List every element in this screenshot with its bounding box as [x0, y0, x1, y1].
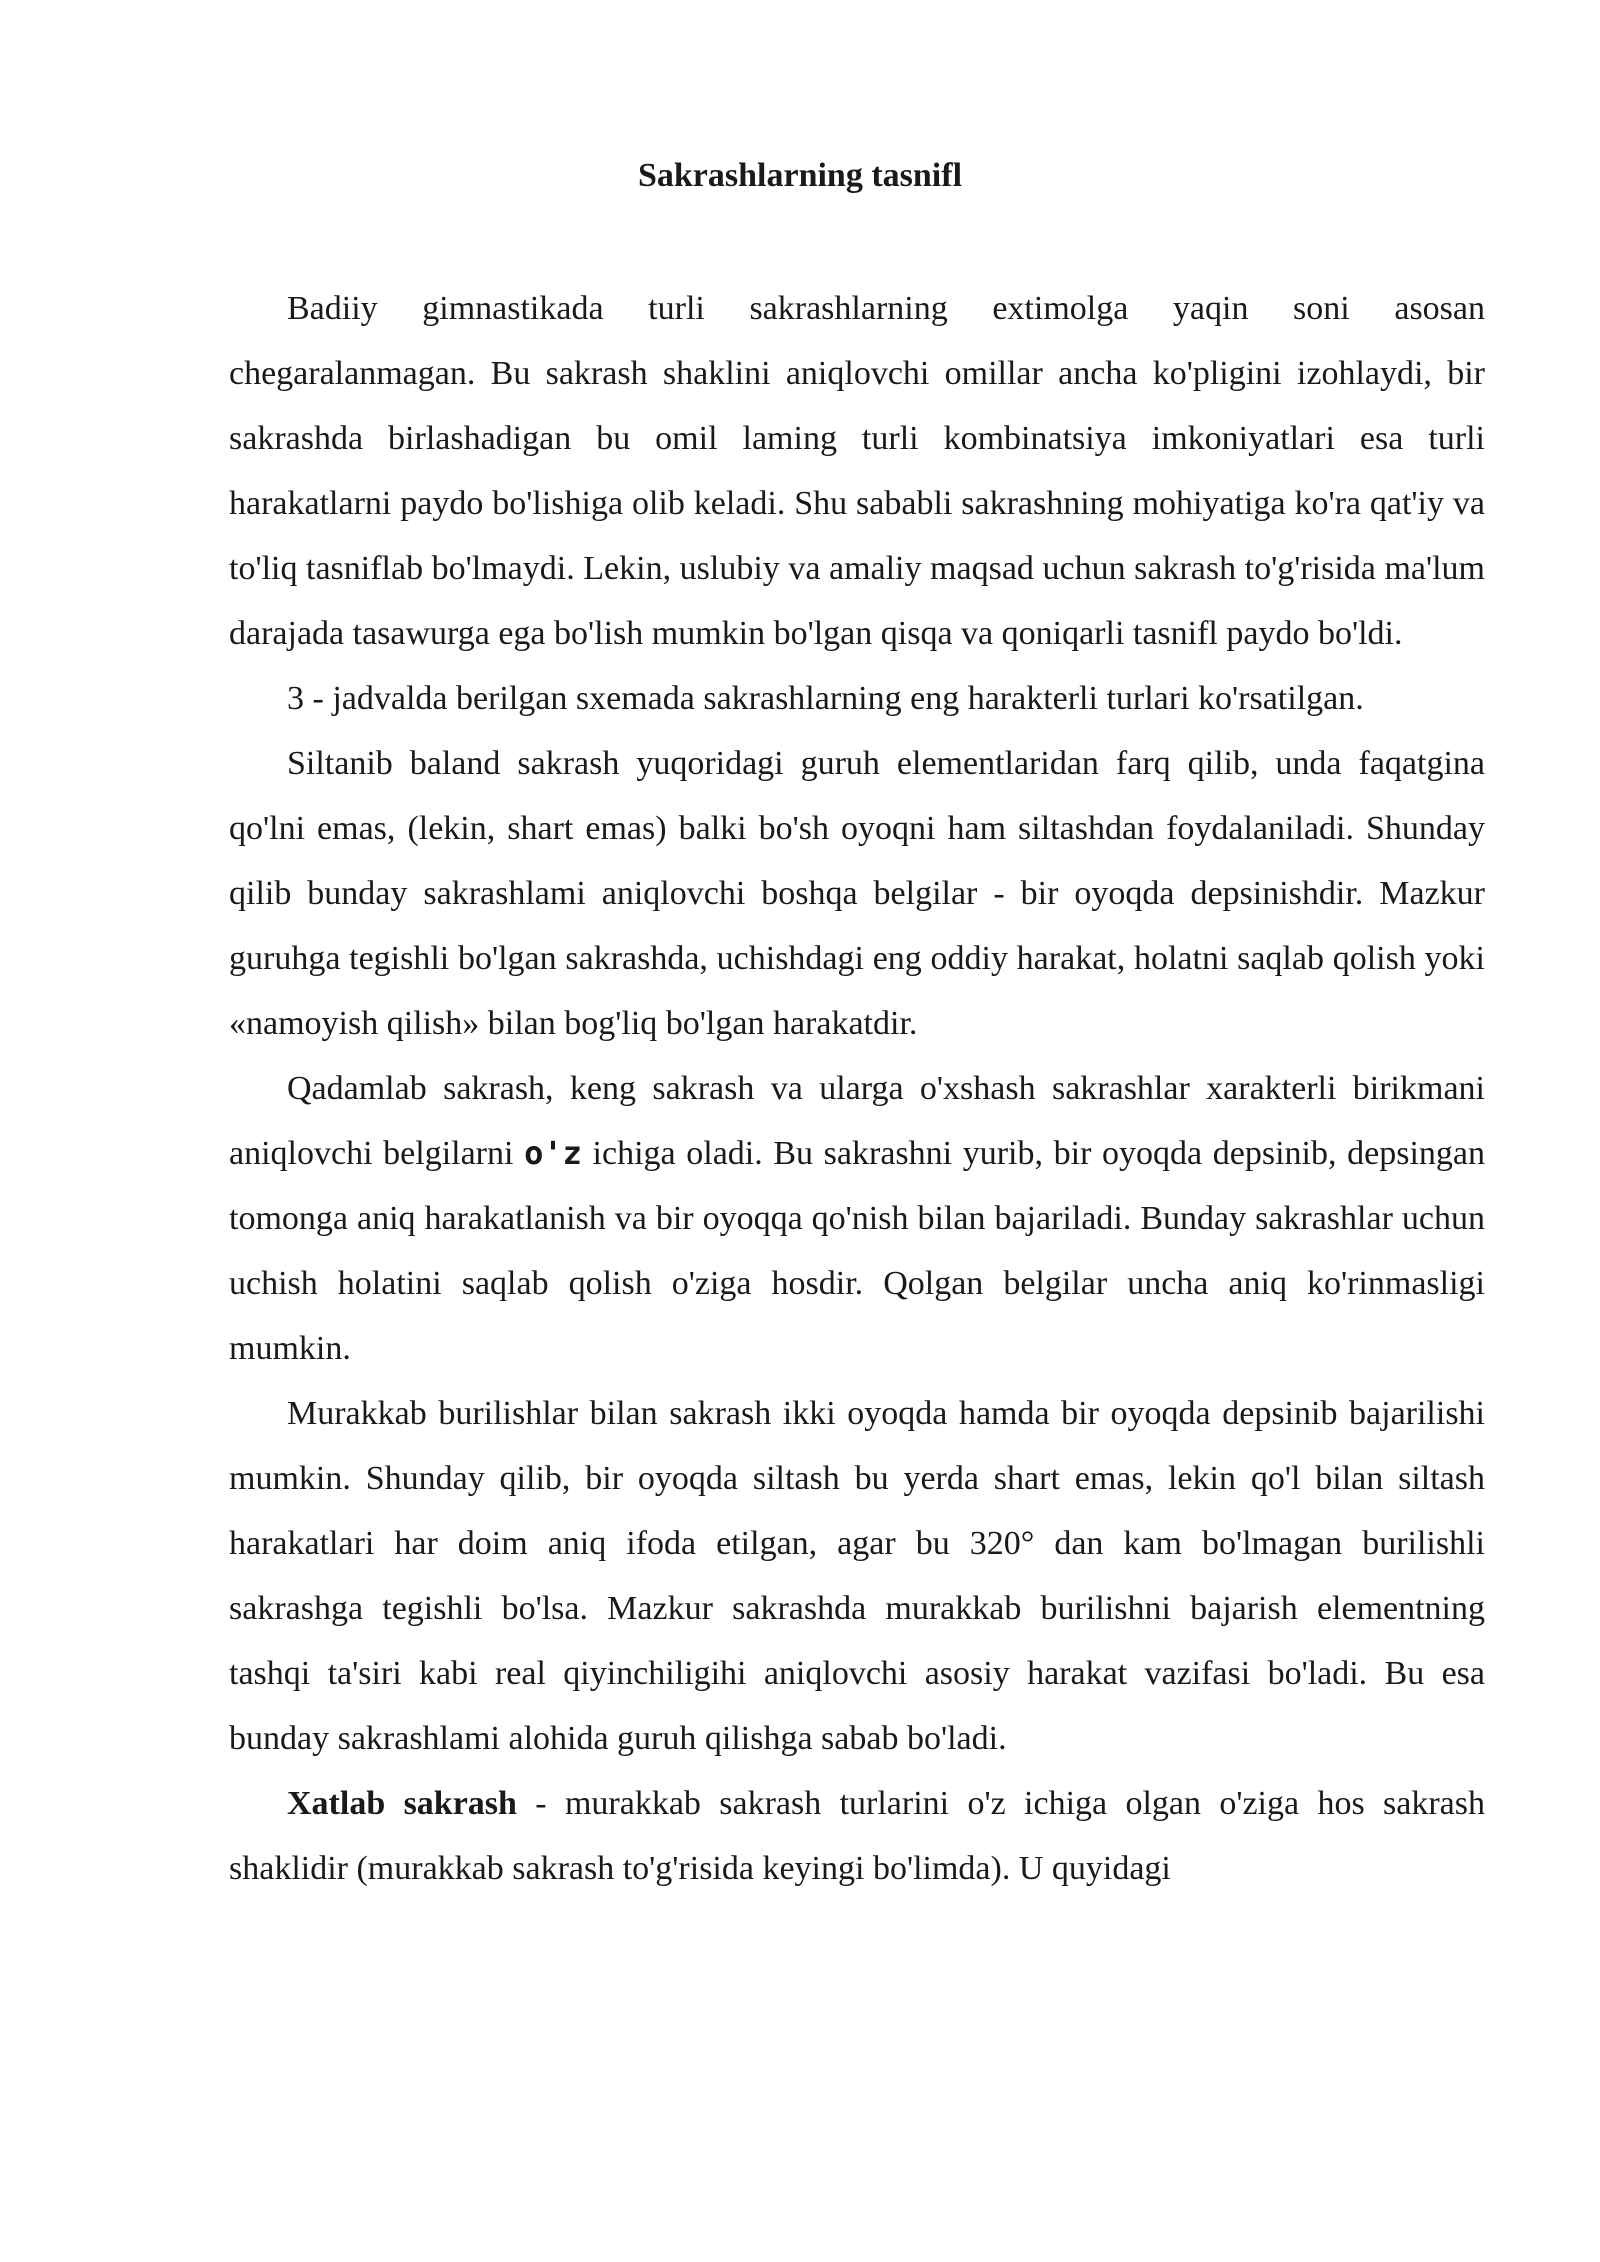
- paragraph-4-text-before: Qadamlab sakrash, keng sakrash va ularga o'xshash sakrashlar xarakterli birikmani aniqlovchi belgilarni: [229, 1070, 1485, 1172]
- paragraph-1: Badiiy gimnastikada turli sakrashlarning extimolga yaqin soni asosan chegaralanmagan. Bu sakrash shaklini aniqlovchi omillar ancha ko'pligini izohlaydi, bir sakrashda birlashadigan bu omil laming turli kombinatsiya imkoniyatlari esa turli harakatlarni paydo bo'lishiga olib keladi. Shu sababli sakrashning mohiyatiga ko'ra qat'iy va to'liq tasniflab bo'lmaydi. Lekin, uslubiy va amaliy maqsad uchun sakrash to'g'risida ma'lum darajada tasawurga ega bo'lish mumkin bo'lgan qisqa va qoniqarli tasnifl paydo bo'ldi.: [229, 290, 1485, 652]
- page-title: Sakrashlarning tasnifl: [637, 157, 963, 194]
- paragraph-6-lead-term: Xatlab sakrash: [287, 1785, 517, 1822]
- paragraph-6-text: - murakkab sakrash turlarini o'z ichiga olgan o'ziga hos sakrash shaklidir (murakkab sakrash to'g'risida keyingi bo'limda). U quyidagi: [229, 1785, 1485, 1887]
- paragraph-4: [229, 1056, 1485, 1381]
- paragraph-2: 3 - jadvalda berilgan sxemada sakrashlarning eng harakterli turlari ko'rsatilgan.: [287, 680, 1364, 717]
- paragraph-4-bold-term: o'z: [524, 1134, 582, 1172]
- document-body: [229, 276, 1485, 1901]
- paragraph-5: Murakkab burilishlar bilan sakrash ikki oyoqda hamda bir oyoqda depsinib bajarilishi mumkin. Shunday qilib, bir oyoqda siltash bu yerda shart emas, lekin qo'l bilan siltash harakatlari har doim aniq ifoda etilgan, agar bu 320° dan kam bo'lmagan burilishli sakrashga tegishli bo'lsa. Mazkur sakrashda murakkab burilishni bajarish elementning tashqi ta'siri kabi real qiyinchiligihi aniqlovchi asosiy harakat vazifasi bo'ladi. Bu esa bunday sakrashlami alohida guruh qilishga sabab bo'ladi.: [229, 1395, 1485, 1757]
- paragraph-6: [229, 1771, 1485, 1901]
- paragraph-3: Siltanib baland sakrash yuqoridagi guruh elementlaridan farq qilib, unda faqatgina qo'lni emas, (lekin, shart emas) balki bo'sh oyoqni ham siltashdan foydalaniladi. Shunday qilib bunday sakrashlami aniqlovchi boshqa belgilar - bir oyoqda depsinishdir. Mazkur guruhga tegishli bo'lgan sakrashda, uchishdagi eng oddiy harakat, holatni saqlab qolish yoki «namoyish qilish» bilan bog'liq bo'lgan harakatdir.: [229, 745, 1485, 1042]
- paragraph-4-text-after: ichiga oladi. Bu sakrashni yurib, bir oyoqda depsinib, depsingan tomonga aniq harakatlanish va bir oyoqqa qo'nish bilan bajariladi. Bunday sakrashlar uchun uchish holatini saqlab qolish o'ziga hosdir. Qolgan belgilar uncha aniq ko'rinmasligi mumkin.: [229, 1135, 1485, 1367]
